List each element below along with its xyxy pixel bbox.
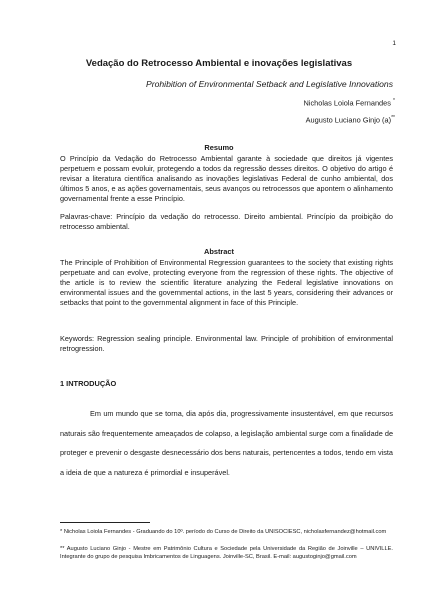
footnote-2-mark: ** xyxy=(60,546,65,552)
introduction-text: Em um mundo que se torna, dia após dia, progressivamente insustentável, em que recursos naturais são frequentemente ameaçados de colapso, a legislação ambiental surge com a finalidade de proteger e prevenir o desgaste desnecessário dos bens naturais, pertencentes a todos, tendo em vista a ideia de que a natureza é primordial e insuperável. xyxy=(60,409,393,477)
author-1-name: Nicholas Loiola Fernandes xyxy=(303,98,391,108)
resumo-text: O Princípio da Vedação do Retrocesso Ambiental garante à sociedade que direitos já vigentes perpetuem e possam evoluir, protegendo a todos da regressão desses direitos. O objetivo do artigo é revisar a literatura científica analisando as inovações legislativas Federal de cunho ambiental, dos últimos 5 anos, e as ações governamentais, seus avanços ou retrocessos que apontem o alinhamento governamental frente a esse Princípio. xyxy=(60,154,393,203)
footnote-1-text: Nicholas Loiola Fernandes - Graduando do 10º. período do Curso de Direito da UNISOCIESC, nicholasfernandez@hotmail.com xyxy=(63,529,387,535)
resumo-heading: Resumo xyxy=(204,143,234,152)
footnote-2-text: Augusto Luciano Ginjo - Mestre em Patrimônio Cultura e Sociedade pela Universidade da Região de Joinville – UNIVILLE. Integrante do grupo de pesquisa Imbricamentos de Linguagens. Joinville-SC, Brasil. E-mail: augustoginjo@gmail.com xyxy=(60,546,393,561)
author-1 xyxy=(303,98,395,107)
paper-subtitle: Prohibition of Environmental Setback and Legislative Innovations xyxy=(146,79,393,89)
abstract-text: The Principle of Prohibition of Environmental Regression guarantees to the society that existing rights perpetuate and can evolve, protecting everyone from the regression of these rights. The objective of the article is to review the scientific literature analyzing the Federal legislative innovations on environmental issues and the governmental actions, in the last 5 years, considering their advances or setbacks that point to the governmental alignment in face of this Principle. xyxy=(60,258,393,307)
author-1-mark: * xyxy=(393,98,395,104)
footnote-1-mark: * xyxy=(60,529,63,535)
footnote-1 xyxy=(60,528,393,536)
author-2 xyxy=(306,115,395,124)
introduction-heading: 1 INTRODUÇÃO xyxy=(60,379,117,388)
footnote-2 xyxy=(60,545,393,562)
resumo-keywords: Palavras-chave: Princípio da vedação do retrocesso. Direito ambiental. Princípio da proibição do retrocesso ambiental. xyxy=(60,212,393,231)
author-2-name: Augusto Luciano Ginjo (a) xyxy=(305,115,392,125)
paper-title: Vedação do Retrocesso Ambiental e inovações legislativas xyxy=(85,58,353,69)
abstract-heading: Abstract xyxy=(204,247,234,256)
abstract-keywords: Keywords: Regression sealing principle. Environmental law. Principle of prohibition of environmental retrogression. xyxy=(60,334,393,353)
footnote-divider xyxy=(60,522,150,523)
page-number: 1 xyxy=(392,40,396,47)
author-2-mark: ** xyxy=(391,115,395,121)
